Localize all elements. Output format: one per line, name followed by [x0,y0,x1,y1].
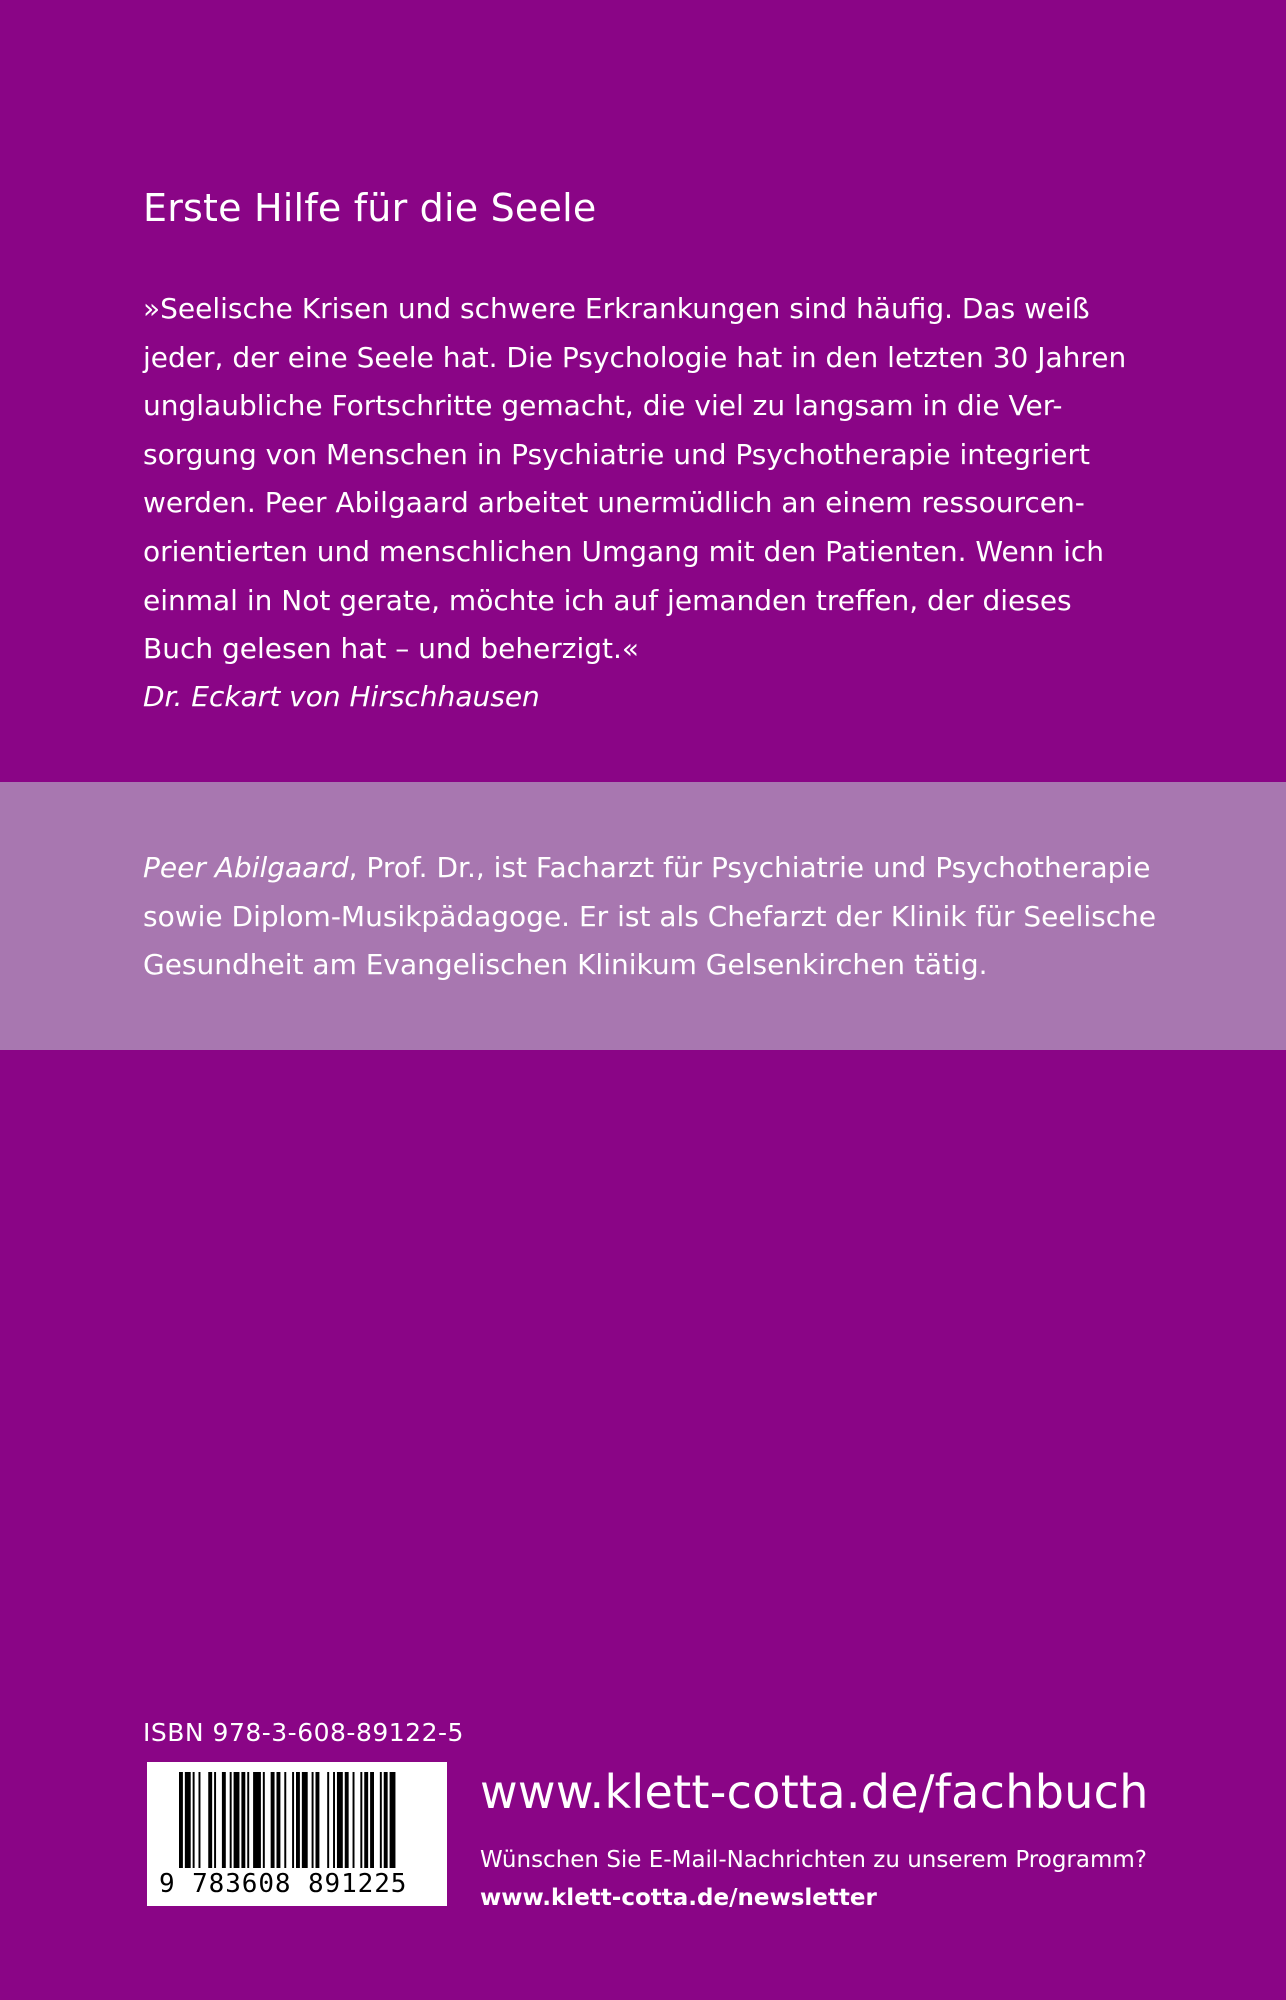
quote-line: einmal in Not gerate, möchte ich auf jemanden treffen, der dieses [143,583,1072,617]
barcode-bar [327,1772,329,1868]
quote-line: Buch gelesen hat – und beherzigt.« [143,632,640,666]
barcode-bar [271,1772,275,1868]
isbn-label: ISBN 978-3-608-89122-5 [143,1718,464,1747]
barcode-bar [199,1772,201,1868]
author-name: Peer Abilgaard [143,851,349,884]
barcode-digits: 9 783608 891225 [159,1869,408,1899]
barcode-bar [296,1772,300,1868]
bio-line-1-text: , Prof. Dr., ist Facharzt für Psychiatrie und Psychotherapie [348,851,1151,884]
bio-line: sowie Diplom-Musikpädagoge. Er ist als Chefarzt der Klinik für Seelische [143,899,1157,933]
barcode-bar [193,1772,195,1868]
quote-line: sorgung von Menschen in Psychiatrie und Psychotherapie integriert [143,437,1091,471]
barcode-bar [247,1772,249,1868]
quote-line: orientierten und menschlichen Umgang mit den Patienten. Wenn ich [143,534,1105,568]
barcode-bar [222,1772,226,1868]
barcode-bar [302,1772,308,1868]
bio-line: Gesundheit am Evangelischen Klinikum Gelsenkirchen tätig. [143,948,988,981]
barcode-bar [337,1772,343,1868]
newsletter-prompt: Wünschen Sie E-Mail-Nachrichten zu unserem Programm? [480,1847,1147,1873]
barcode-bar [312,1772,314,1868]
barcode-bar [179,1772,183,1868]
quote-line: werden. Peer Abilgaard arbeitet unermüdlich an einem ressourcen- [143,486,1085,520]
barcode-bar [333,1772,335,1868]
barcode-bar [380,1772,382,1868]
quote-line: jeder, der eine Seele hat. Die Psychologie hat in den letzten 30 Jahren [143,340,1127,374]
barcode-bar [390,1772,396,1868]
barcode-bar [292,1772,294,1868]
barcode-bar [253,1772,261,1868]
barcode-bar [185,1772,191,1868]
barcode [147,1762,447,1906]
quote-line: unglaubliche Fortschritte gemacht, die viel zu langsam in die Ver- [143,389,1063,423]
barcode-bar [241,1772,245,1868]
barcode-bar [208,1772,212,1868]
barcode-bar [370,1772,374,1868]
publisher-website[interactable]: www.klett-cotta.de/fachbuch [480,1765,1149,1819]
barcode-bar [263,1772,265,1868]
barcode-bar [360,1772,362,1868]
barcode-bar [353,1772,355,1868]
barcode-bar [364,1772,368,1868]
barcode-bar [345,1772,349,1868]
bio-line [143,844,1243,893]
barcode-bar [316,1772,320,1868]
newsletter-link[interactable]: www.klett-cotta.de/newsletter [480,1885,877,1911]
quote-line: »Seelische Krisen und schwere Erkrankungen sind häufig. Das weiß [143,292,1090,325]
barcode-bar [284,1772,286,1868]
quote-author: Dr. Eckart von Hirschhausen [143,680,540,713]
barcode-bar [214,1772,216,1868]
barcode-bar [277,1772,281,1868]
barcode-bar [234,1772,240,1868]
barcode-bar [230,1772,232,1868]
cover-headline: Erste Hilfe für die Seele [143,186,597,230]
endorsement-quote [143,285,1183,674]
author-bio [143,844,1243,990]
barcode-bar [384,1772,388,1868]
